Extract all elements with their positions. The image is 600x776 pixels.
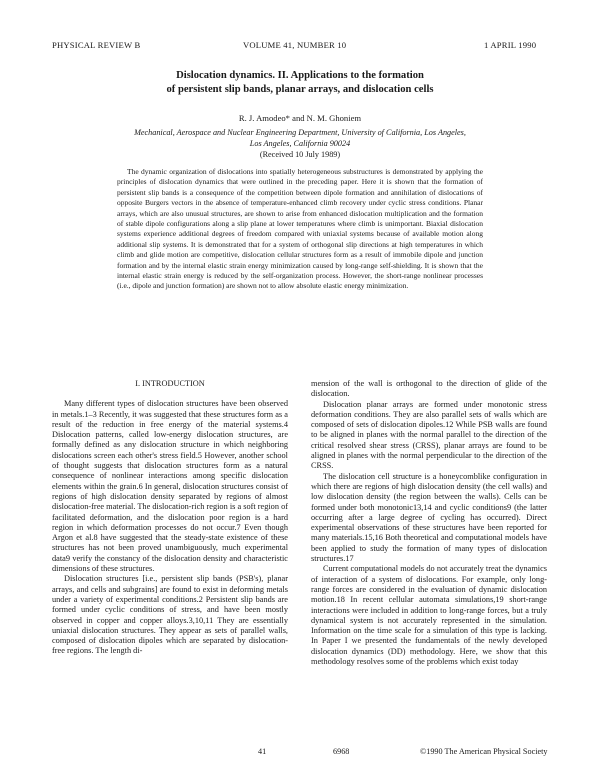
affiliation-line-2: Los Angeles, California 90024 (249, 139, 351, 148)
section-heading: I. INTRODUCTION (135, 379, 205, 388)
title-line-1: Dislocation dynamics. II. Applications to the formation (176, 70, 424, 81)
affiliation-line-1: Mechanical, Aerospace and Nuclear Engineering Department, University of California, Los Angeles, (134, 128, 466, 137)
volume-number: VOLUME 41, NUMBER 10 (243, 40, 347, 50)
title-line-2: of persistent slip bands, planar arrays, and dislocation cells (166, 84, 434, 95)
issue-date: 1 APRIL 1990 (484, 40, 537, 50)
footer-page-number: 6968 (333, 747, 350, 756)
abstract: The dynamic organization of dislocations into spatially heterogeneous substructures is demonstrated by applying the principles of dislocation dynamics that were outlined in the preceding paper. Here it is shown that the formation of persistent slip bands is a consequence of the competition between dipole formation and annihilation of dislocations of opposite Burgers vectors in the absence of temperature-enhanced climb recovery under cyclic stress conditions. Planar arrays, which are also unusual structures, are shown to arise from enhanced dislocation multiplication and the formation of stable dipole configurations along a slip plane at lower temperatures where climb is unimportant. Biaxial dislocation systems experience additional degrees of freedom compared with uniaxial systems because of available motion along additional slip systems. It is demonstrated that for a system of orthogonal slip directions at high temperatures in which climb and glide motion are competitive, dislocation cellular structures form as a result of immobile dipole and junction formation and by the internal elastic strain energy minimization caused by long-range self-shielding. It is shown that the internal elastic strain energy is reduced by the self-organization process. However, the short-range nonlinear processes (i.e., dipole and junction formation) are shown not to allow absolute elastic energy minimization. (117, 167, 483, 291)
right-column (311, 379, 547, 667)
affiliation (52, 127, 548, 149)
authors: R. J. Amodeo* and N. M. Ghoniem (238, 113, 362, 123)
footer-volume: 41 (258, 747, 267, 756)
paragraph: Current computational models do not accurately treat the dynamics of interaction of a system of dislocations. For example, only long-range forces are considered in the evaluation of dynamic dislocation motion.18 In recent cellular automata simulations,19 short-range interactions were included in addition to long-range forces, but a truly dynamical system is not accurately represented in the simulation. Information on the time scale for a simulation of this type is lacking. In Paper I we presented the fundamentals of the newly developed dislocation dynamics (DD) methodology. Here, we show that this methodology resolves some of the problems which exist today (311, 564, 547, 667)
journal-name: PHYSICAL REVIEW B (52, 40, 141, 50)
paragraph: Dislocation structures [i.e., persistent slip bands (PSB's), planar arrays, and cells and subgrains] are found to exist in deforming metals under a variety of experimental conditions.2 Persistent slip bands are formed under cyclic conditions of stress, and have been mostly observed in copper and copper alloys.3,10,11 They are essentially uniaxial dislocation structures. They appear as sets of parallel walls, composed of dislocation dipoles which are separated by dislocation-free regions. The length di- (52, 574, 288, 656)
received-date: (Received 10 July 1989) (259, 150, 341, 159)
left-column (52, 379, 288, 657)
footer-copyright: ©1990 The American Physical Society (420, 747, 548, 756)
paragraph: mension of the wall is orthogonal to the direction of glide of the dislocation. (311, 379, 547, 399)
paragraph: Dislocation planar arrays are formed under monotonic stress deformation conditions. They are also parallel sets of walls which are composed of sets of dislocation dipoles.12 While PSB walls are found to be aligned in planes with the normal parallel to the direction of the critical resolved shear stress (CRSS), planar arrays are found to be aligned in planes with the normal perpendicular to the direction of the CRSS. (311, 399, 547, 471)
paragraph: Many different types of dislocation structures have been observed in metals.1–3 Recently, it was suggested that these structures form as a result of the reduction in free energy of the material systems.4 Dislocation patterns, called low-energy dislocation structures, are formally defined as any dislocation structure in which neighboring dislocations screen each other's stress field.5 However, another school of thought suggests that dislocation structures form as a natural consequence of nonlinear interactions among specific dislocation elements within the grain.6 In general, dislocation structures consist of regions of high dislocation density separated by regions of almost dislocation-free material. The dislocation-rich region is a soft region of facilitated deformation, and the dislocation poor region is a hard region in which deformation processes do not occur.7 Even though Argon et al.8 have suggested that the steady-state existence of these structures has not been proved unambiguously, much experimental data9 verify the constancy of the dislocation density and characteristic dimensions of these structures. (52, 399, 288, 574)
paragraph: The dislocation cell structure is a honeycomblike configuration in which there are regions of high dislocation density (the cell walls) and low dislocation density (the region between the walls). Cells can be formed under both monotonic13,14 and cyclic conditions9 (the latter occurring after a large degree of cycling has occurred). Direct experimental observations of these structures have been reported for many materials.15,16 Both theoretical and computational models have been applied to study the formation of many types of dislocation structures.17 (311, 471, 547, 564)
